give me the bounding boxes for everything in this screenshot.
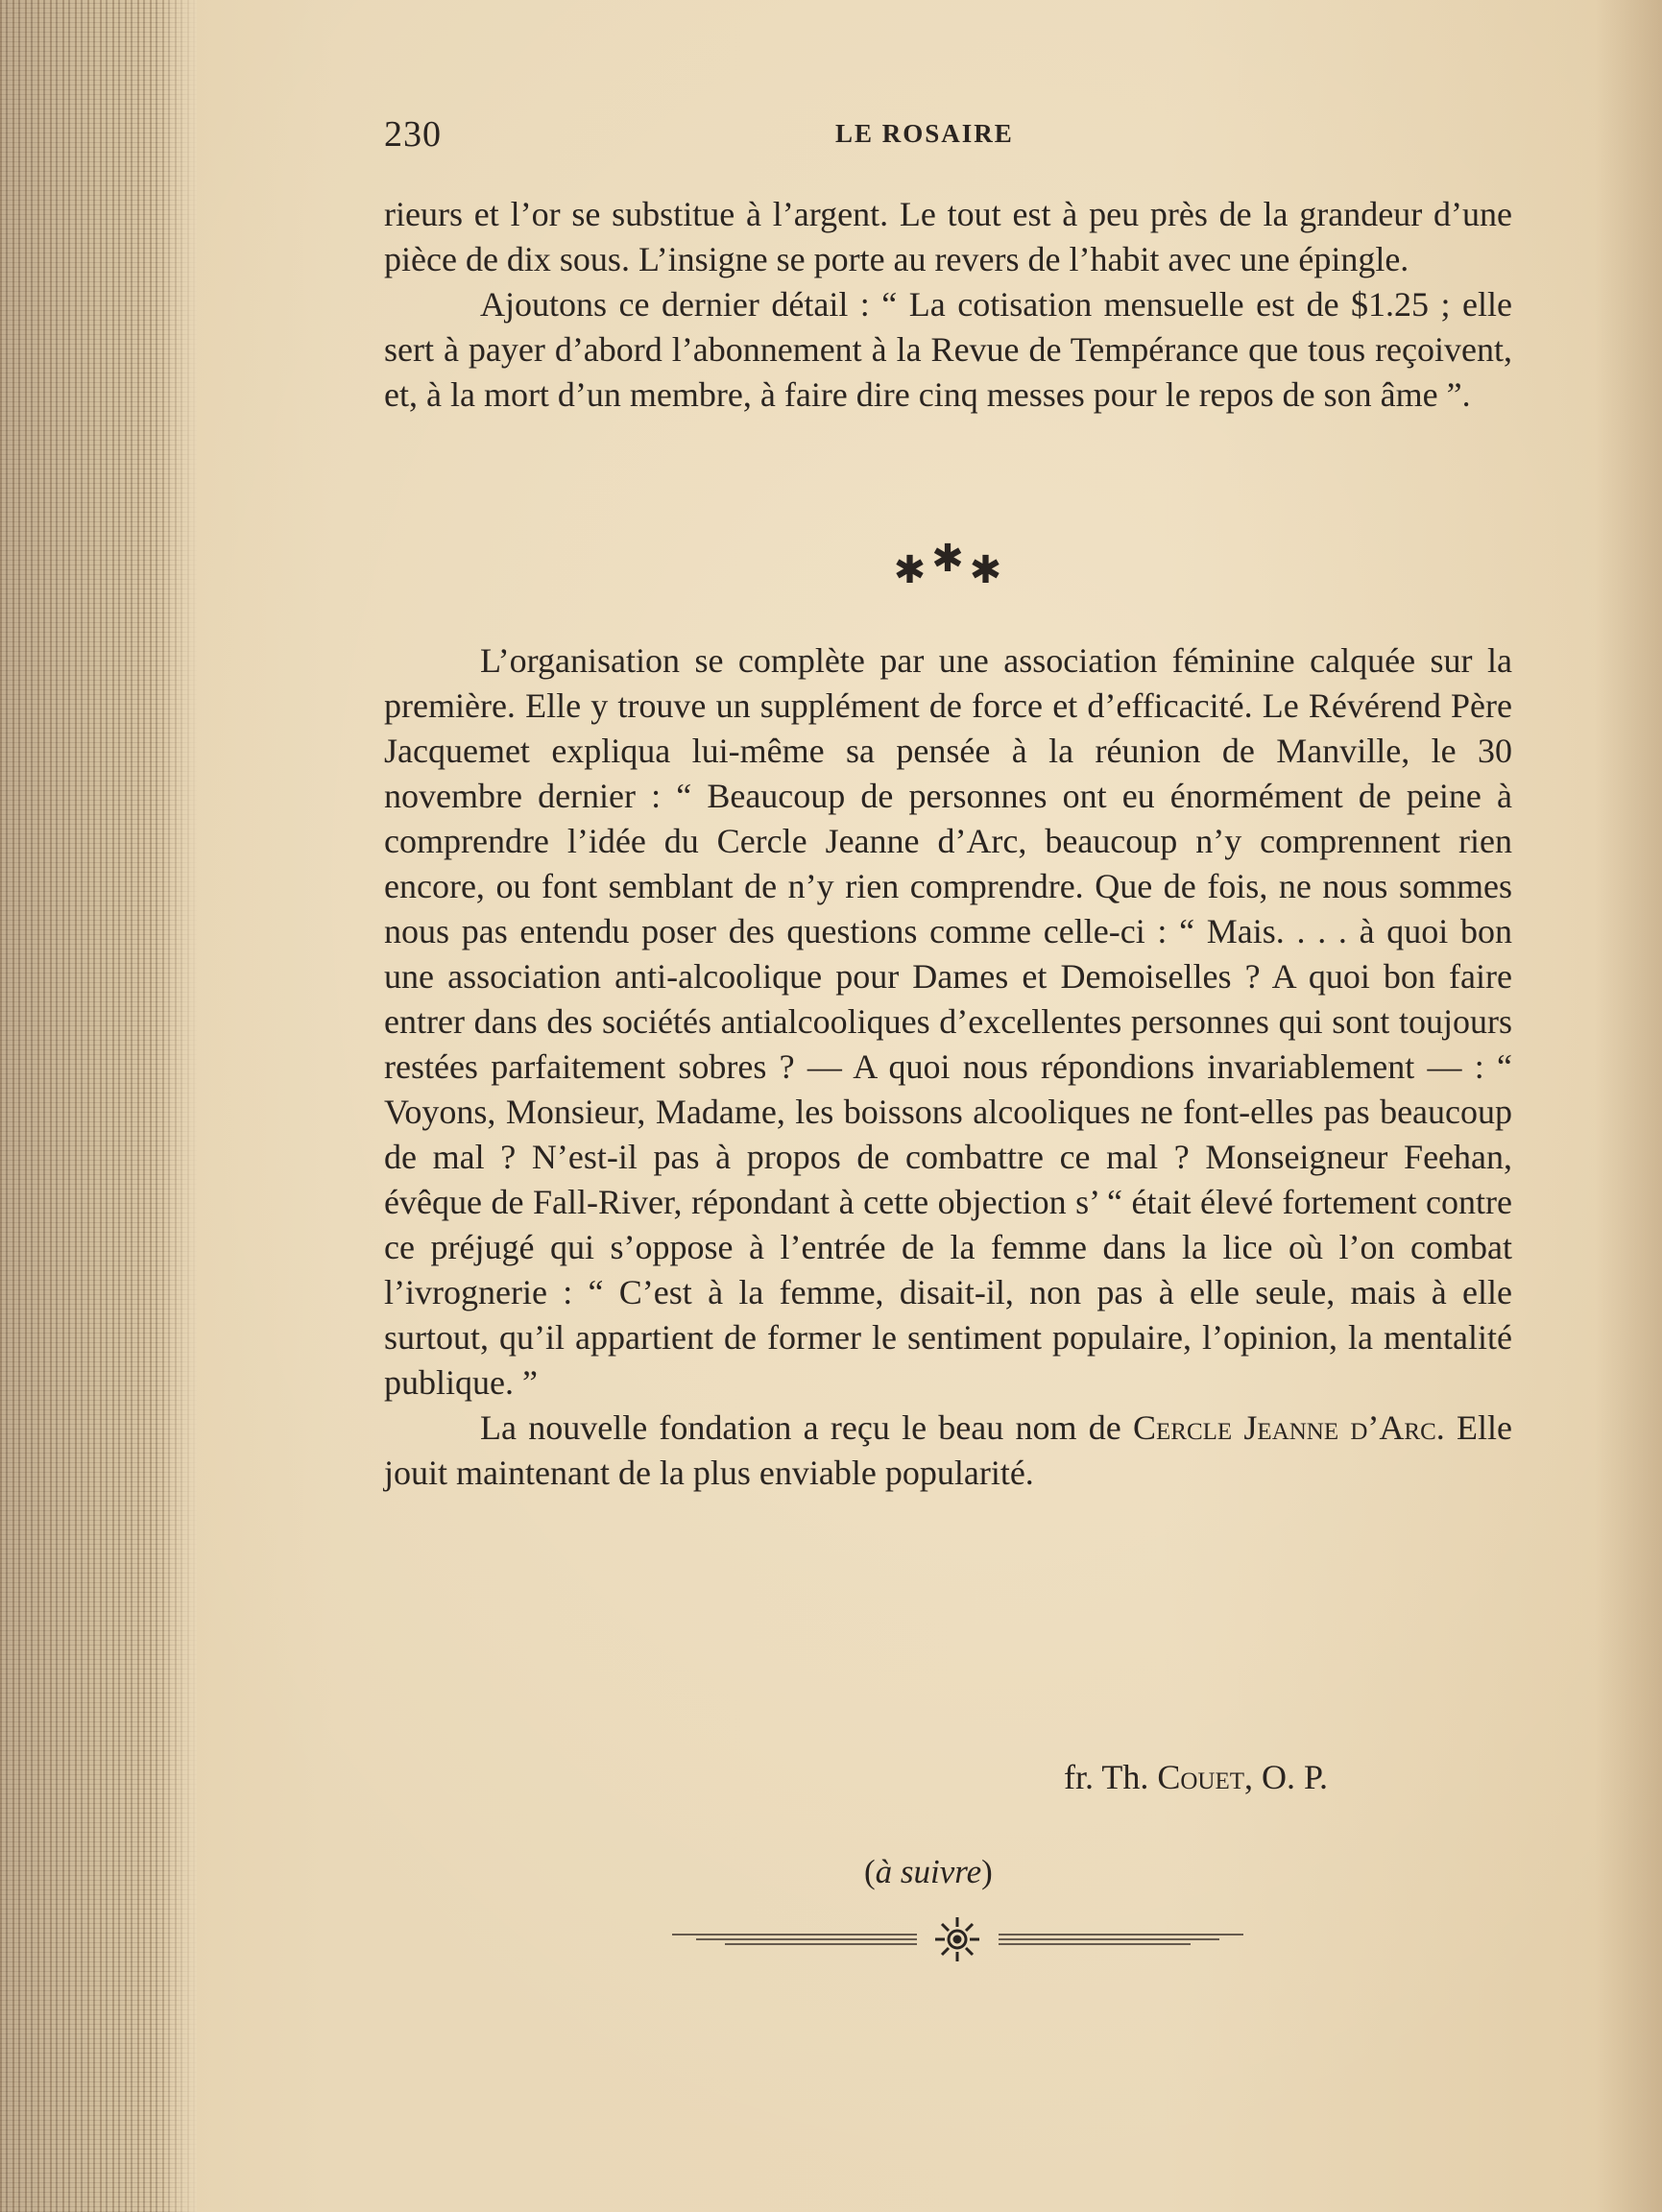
paragraph [384, 1406, 1512, 1496]
to-be-continued [864, 1853, 993, 1891]
page-header [384, 113, 1512, 161]
signature-name: Couet [1157, 1758, 1245, 1796]
text-block-bottom [384, 638, 1512, 1496]
author-signature [1064, 1757, 1328, 1797]
sun-ornament-icon [935, 1917, 979, 1961]
text-block-top [384, 192, 1512, 418]
suivre-word-a: à [875, 1853, 893, 1890]
association-name: Cercle Jeanne d’Arc [1132, 1408, 1436, 1447]
paragraph-text: La nouvelle fondation a reçu le beau nom de [480, 1408, 1133, 1447]
asterisk-glyph: ✱ [893, 548, 932, 591]
asterism-divider [883, 537, 1018, 605]
asterisk-glyph: ✱ [931, 537, 970, 580]
signature-prefix: fr. Th. [1064, 1758, 1158, 1796]
page-edge-shadow [1595, 0, 1662, 2212]
paragraph: L’organisation se complète par une association féminine calquée sur la première. Elle y trouve un supplément de force et d’efficacité. Le Révérend Père Jacquemet expliqua lui-même sa pensée à la réunion de Manville, le 30 novembre dernier : “ Beaucoup de personnes ont eu énormément de peine à comprendre l’idée du Cercle Jeanne d’Arc, beaucoup n’y comprennent rien encore, ou font semblant de n’y rien comprendre. Que de fois, ne nous sommes nous pas entendu poser des questions comme celle-ci : “ Mais. . . . à quoi bon une association anti-alcoolique pour Dames et Demoiselles ? A quoi bon faire entrer dans des sociétés antialcooliques d’excellentes personnes qui sont toujours restées parfaitement sobres ? — A quoi nous répondions invariablement — : “ Voyons, Monsieur, Madame, les boissons alcooliques ne font-elles pas beaucoup de mal ? N’est-il pas à propos de combattre ce mal ? Monseigneur Feehan, évêque de Fall-River, répondant à cette objection s’ “ était élevé fortement contre ce préjugé qui s’oppose à l’entrée de la femme dans la lice où l’on combat l’ivrognerie : “ C’est à la femme, disait-il, non pas à elle seule, mais à elle surtout, qu’il appartient de former le sentiment populaire, l’opinion, la mentalité publique. ” [384, 641, 1512, 1402]
asterisk-glyph: ✱ [969, 548, 1008, 591]
running-head: LE ROSAIRE [835, 119, 1014, 148]
paragraph-text: . Elle jouit maintenant de la plus enviable popularité. [384, 1408, 1512, 1492]
paragraph: rieurs et l’or se substitue à l’argent. Le tout est à peu près de la grandeur d’une pièce de dix sous. L’insigne se porte au revers de l’habit avec une épingle. [384, 195, 1512, 278]
suivre-word-b: suivre [892, 1853, 982, 1890]
signature-suffix: , O. P. [1244, 1758, 1329, 1796]
paragraph: Ajoutons ce dernier détail : “ La cotisation mensuelle est de $1.25 ; elle sert à payer d’abord l’abonnement à la Revue de Tempérance que tous reçoivent, et, à la mort d’un membre, à faire dire cinq messes pour le repos de son âme ”. [384, 285, 1512, 414]
page-number: 230 [384, 114, 442, 155]
paren-open: ( [864, 1853, 876, 1890]
book-binding-edge [0, 0, 197, 2212]
paren-close: ) [981, 1853, 993, 1890]
end-ornament [672, 1915, 1243, 1963]
